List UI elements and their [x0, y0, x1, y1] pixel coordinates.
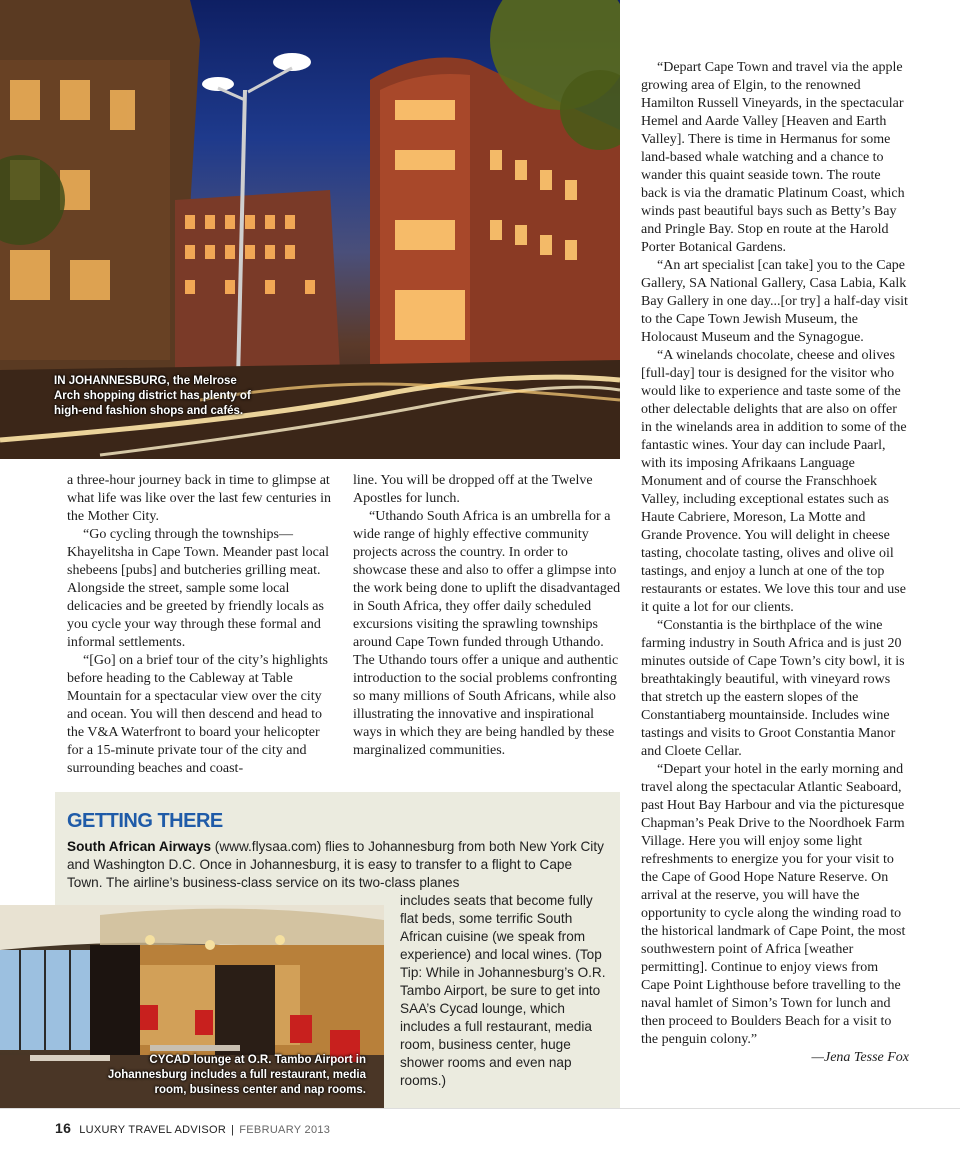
col3-paragraph-4: “Constantia is the birthplace of the wine farming industry in South Africa and is just 20 minutes outside of Cape Town’s city bowl, it is breathtakingly beautiful, with vineyard rows that stretch up the eastern slopes of the Constantiaberg mountainside. Includes wine tastings and visits to Groot Constantia Manor and Cloete Cellar. [641, 618, 905, 759]
footer-rule [0, 1108, 960, 1109]
article-column-1 [67, 472, 339, 778]
cycad-caption: CYCAD lounge at O.R. Tambo Airport in Johannesburg includes a full restaurant, media room, business center and nap rooms. [107, 1054, 366, 1096]
hero-caption-text: the Melrose Arch shopping district has plenty of high-end fashion shops and cafés. [54, 375, 251, 417]
airline-name: South African Airways [67, 839, 212, 854]
cycad-lounge-photo [0, 905, 384, 1108]
hero-caption-lead: IN JOHANNESBURG, [54, 375, 170, 387]
magazine-name: LUXURY TRAVEL ADVISOR [79, 1124, 227, 1136]
col3-paragraph-3: “A winelands chocolate, cheese and olives [full-day] tour is designed for the visitor who would like to experience and taste some of the other delectable delights that are also on offer in the winelands area in addition to some of the fantastic wines. Your day can include Paarl, with its imposing Afrikaans Language Monument and of course the Franschhoek Valley, including exceptional estates such as Haute Cabriere, Moreson, La Motte and Grande Provence. You will delight in cheese tasting, chocolate tasting, olives and olive oil tastings, and enjoy a lunch at one of the top restaurants or estates. We love this tour and use it quite a lot for our clients. [641, 348, 907, 615]
getting-there-lead [67, 838, 607, 892]
col1-paragraph-1: a three-hour journey back in time to glimpse at what life was like over the last few centuries in the Mother City. [67, 473, 331, 524]
col1-paragraph-3: “[Go] on a brief tour of the city’s highlights before heading to the Cableway at Table Mountain for a spectacular view over the city and ocean. You will then descend and head to the V&A Waterfront to board your helicopter for a 15-minute private tour of the city and surrounding beaches and coast- [67, 653, 328, 776]
col2-paragraph-2: “Uthando South Africa is an umbrella for a wide range of highly effective community projects across the country. In order to showcase these and also to offer a glimpse into the work being done to uplift the disadvantaged in South Africa, they offer daily scheduled excursions visiting the sprawling townships around Cape Town funded through Uthando. The Uthando tours offer a unique and authentic introduction to the social problems confronting so many millions of South Africans, while also illustrating the innovative and inspirational ways in which they are being handled by these marginalized communities. [353, 509, 621, 758]
col3-paragraph-2: “An art specialist [can take] you to the Cape Gallery, SA National Gallery, Casa Labia, Kalk Bay Gallery in one day...[or try] a half-day visit to the Cape Town Jewish Museum, the Holocaust Museum and the Synagogue. [641, 258, 908, 345]
getting-there-lead-text: (www.flysaa.com) flies to Johannesburg from both New York City and Washington D.C. Once in Johannesburg, it is easy to transfer to a flight to Cape Town. The airline’s business-class service on its two-class planes [67, 839, 604, 890]
col3-paragraph-5: “Depart your hotel in the early morning and travel along the spectacular Atlantic Seaboard, past Hout Bay Harbour and via the picturesque Chapman’s Peak Drive to the Noordhoek Farm Village. Here you will enjoy some light refreshments to energize you for your visit to the Cape of Good Hope Nature Reserve. On arrival at the reserve, you will have the opportunity to cycle along the winding road to the historical landmark of Cape Point, the most southwestern point of Africa [weather permitting]. Continue to enjoy views from Cape Point Lighthouse before travelling to the naval hamlet of Simon’s Town for lunch and then proceed to Boulders Beach for a visit to the penguin colony.” [641, 762, 906, 1047]
getting-there-heading: GETTING THERE [67, 810, 223, 832]
getting-there-continued: includes seats that become fully flat beds, some terrific South African cuisine (we speak from experience) and local wines. (Top Tip: While in Johannesburg’s O.R. Tambo Airport, be sure to get into SAA’s Cycad lounge, which includes a full restaurant, media room, business center, huge shower rooms and even nap rooms.) [400, 893, 606, 1088]
hero-photo [0, 0, 620, 459]
article-column-3 [641, 59, 909, 1067]
page-footer [55, 1120, 330, 1136]
article-column-2 [353, 472, 621, 760]
byline: —Jena Tesse Fox [811, 1050, 909, 1065]
footer-separator: | [231, 1124, 235, 1136]
col2-paragraph-1: line. You will be dropped off at the Twelve Apostles for lunch. [353, 473, 593, 506]
col3-paragraph-1: “Depart Cape Town and travel via the apple growing area of Elgin, to the renowned Hamilton Russell Vineyards, in the spectacular Hemel and Aarde Valley [Heaven and Earth Valley]. There is time in Hermanus for some land-based whale watching and a chance to wander this quaint seaside town. The route back is via the dramatic Platinum Coast, which winds past beautiful bays such as Betty’s Bay and Pringle Bay. Stop en route at the Harold Porter Botanical Gardens. [641, 60, 905, 255]
hero-caption [54, 374, 254, 419]
issue-date: FEBRUARY 2013 [239, 1124, 331, 1136]
page-number: 16 [55, 1120, 72, 1136]
col1-paragraph-2: “Go cycling through the townships—Khayelitsha in Cape Town. Meander past local shebeens [pubs] and butcheries grilling meat. Alongside the street, sample some local delicacies and be greeted by friendly locals as you cycle your way through these formal and informal settlements. [67, 527, 329, 650]
